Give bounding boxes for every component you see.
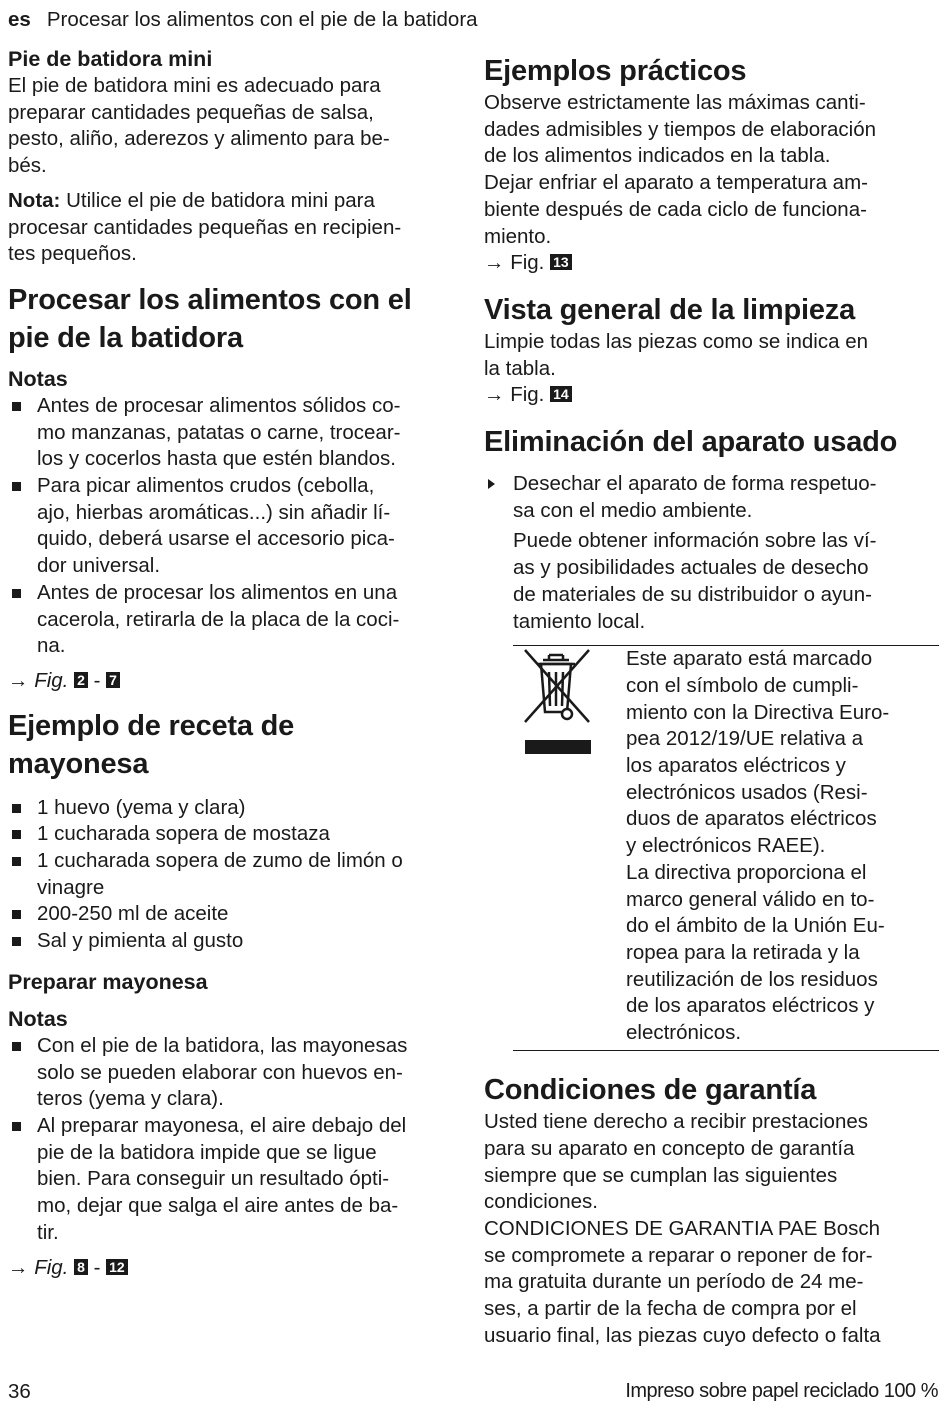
fig-reference-2: → Fig. 8 - 12 xyxy=(8,1255,463,1282)
fig-badge: 13 xyxy=(550,254,572,270)
preparar-notes-list xyxy=(8,1033,463,1247)
fig-badge: 8 xyxy=(74,1259,88,1275)
mini-heading: Pie de batidora mini xyxy=(8,47,213,71)
limpieza-heading: Vista general de la limpieza xyxy=(484,293,856,326)
eliminacion-list xyxy=(484,471,939,524)
list-item: 1 huevo (yema y clara) xyxy=(8,795,463,822)
fig-reference-1: → Fig. 2 - 7 xyxy=(8,668,463,695)
preparar-heading: Preparar mayonesa xyxy=(8,969,208,994)
page-header xyxy=(8,7,478,33)
right-column xyxy=(484,52,939,1350)
ejemplos-text: Observe estrictamente las máximas canti- dades admisibles y tiempos de elaboración de los alimentos indicados en la tabla. Dejar enfriar el aparato a temperatura am- biente después de cada ciclo de funciona- miento. xyxy=(484,91,877,248)
list-item: Para picar alimentos crudos (cebolla, ajo, hierbas aromáticas...) sin añadir lí- quido, deberá usarse el accesorio pica- dor universal. xyxy=(8,473,463,580)
header-title: Procesar los alimentos con el pie de la batidora xyxy=(46,8,478,31)
fig-reference-3: → Fig. 13 xyxy=(484,250,939,277)
mini-text: El pie de batidora mini es adecuado para preparar cantidades pequeñas de salsa, pesto, aliño, aderezos y alimento para be- bés. xyxy=(8,74,390,178)
language-code: es xyxy=(8,8,31,31)
ejemplos-heading: Ejemplos prácticos xyxy=(484,55,747,87)
list-item: Sal y pimienta al gusto xyxy=(8,928,463,955)
list-item: Antes de procesar alimentos sólidos co- mo manzanas, patatas o carne, trocear- los y cocerlos hasta que estén blandos. xyxy=(8,393,463,473)
weee-notice xyxy=(513,645,939,1051)
notas-label: Notas xyxy=(8,366,68,391)
nota-paragraph: Nota: Utilice el pie de batidora mini para procesar cantidades pequeñas en recipien- tes pequeños. xyxy=(8,188,402,266)
weee-text: Este aparato está marcado con el símbolo de cumpli- miento con la Directiva Euro- pea 2012/19/UE relativa a los aparatos eléctricos y electrónicos usados (Resi- duos de aparatos eléctricos y electrónicos RAEE). La directiva proporciona el marco general válido en to- do el ámbito de la Unión Eu- ropea para la retirada y la reutilización de los residuos de los aparatos eléctricos y electrónicos. xyxy=(626,647,890,1045)
eliminacion-text: Puede obtener información sobre las ví- as y posibilidades actuales de desecho de materiales de su distribuidor o ayun- tamiento local. xyxy=(513,529,877,633)
list-item: Al preparar mayonesa, el aire debajo del pie de la batidora impide que se ligue bien. Para conseguir un resultado ópti- mo, dejar que salga el aire antes de ba- tir. xyxy=(8,1113,463,1247)
garantia-text: Usted tiene derecho a recibir prestaciones para su aparato en concepto de garantía siempre que se cumplan las siguientes condiciones. CONDICIONES DE GARANTIA PAE Bosch se compromete a reparar o reponer de for- ma gratuita durante un período de 24 me- ses, a partir de la fecha de compra por el usuario final, las piezas cuyo defecto o falta xyxy=(484,1110,881,1347)
notas-label-2: Notas xyxy=(8,1006,68,1031)
list-item: 1 cucharada sopera de mostaza xyxy=(8,821,463,848)
footer-note: Impreso sobre papel reciclado 100 % xyxy=(625,1380,938,1402)
fig-badge: 12 xyxy=(106,1259,128,1275)
fig-badge: 14 xyxy=(550,386,572,402)
crossed-bin-icon xyxy=(519,646,593,726)
list-item: Antes de procesar los alimentos en una cacerola, retirarla de la placa de la coci- na. xyxy=(8,580,463,660)
weee-bar xyxy=(525,740,591,754)
ingredients-list xyxy=(8,795,463,955)
fig-badge: 7 xyxy=(106,672,120,688)
list-item: 200-250 ml de aceite xyxy=(8,901,463,928)
eliminacion-heading: Eliminación del aparato usado xyxy=(484,426,898,459)
procesar-heading: Procesar los alimentos con el pie de la batidora xyxy=(8,283,412,354)
nota-label: Nota: xyxy=(8,188,61,212)
left-column xyxy=(8,46,463,1281)
fig-badge: 2 xyxy=(74,672,88,688)
list-item: 1 cucharada sopera de zumo de limón o vinagre xyxy=(8,848,463,901)
limpieza-text: Limpie todas las piezas como se indica en la tabla. xyxy=(484,329,869,380)
fig-reference-4: → Fig. 14 xyxy=(484,382,939,409)
list-item: Con el pie de la batidora, las mayonesas solo se pueden elaborar con huevos en- teros (yema y clara). xyxy=(8,1033,463,1113)
procesar-notes-list xyxy=(8,393,463,660)
garantia-heading: Condiciones de garantía xyxy=(484,1074,817,1107)
page-number: 36 xyxy=(8,1380,31,1403)
receta-heading: Ejemplo de receta de mayonesa xyxy=(8,709,295,780)
list-item: Desechar el aparato de forma respetuo- sa con el medio ambiente. xyxy=(484,471,939,524)
